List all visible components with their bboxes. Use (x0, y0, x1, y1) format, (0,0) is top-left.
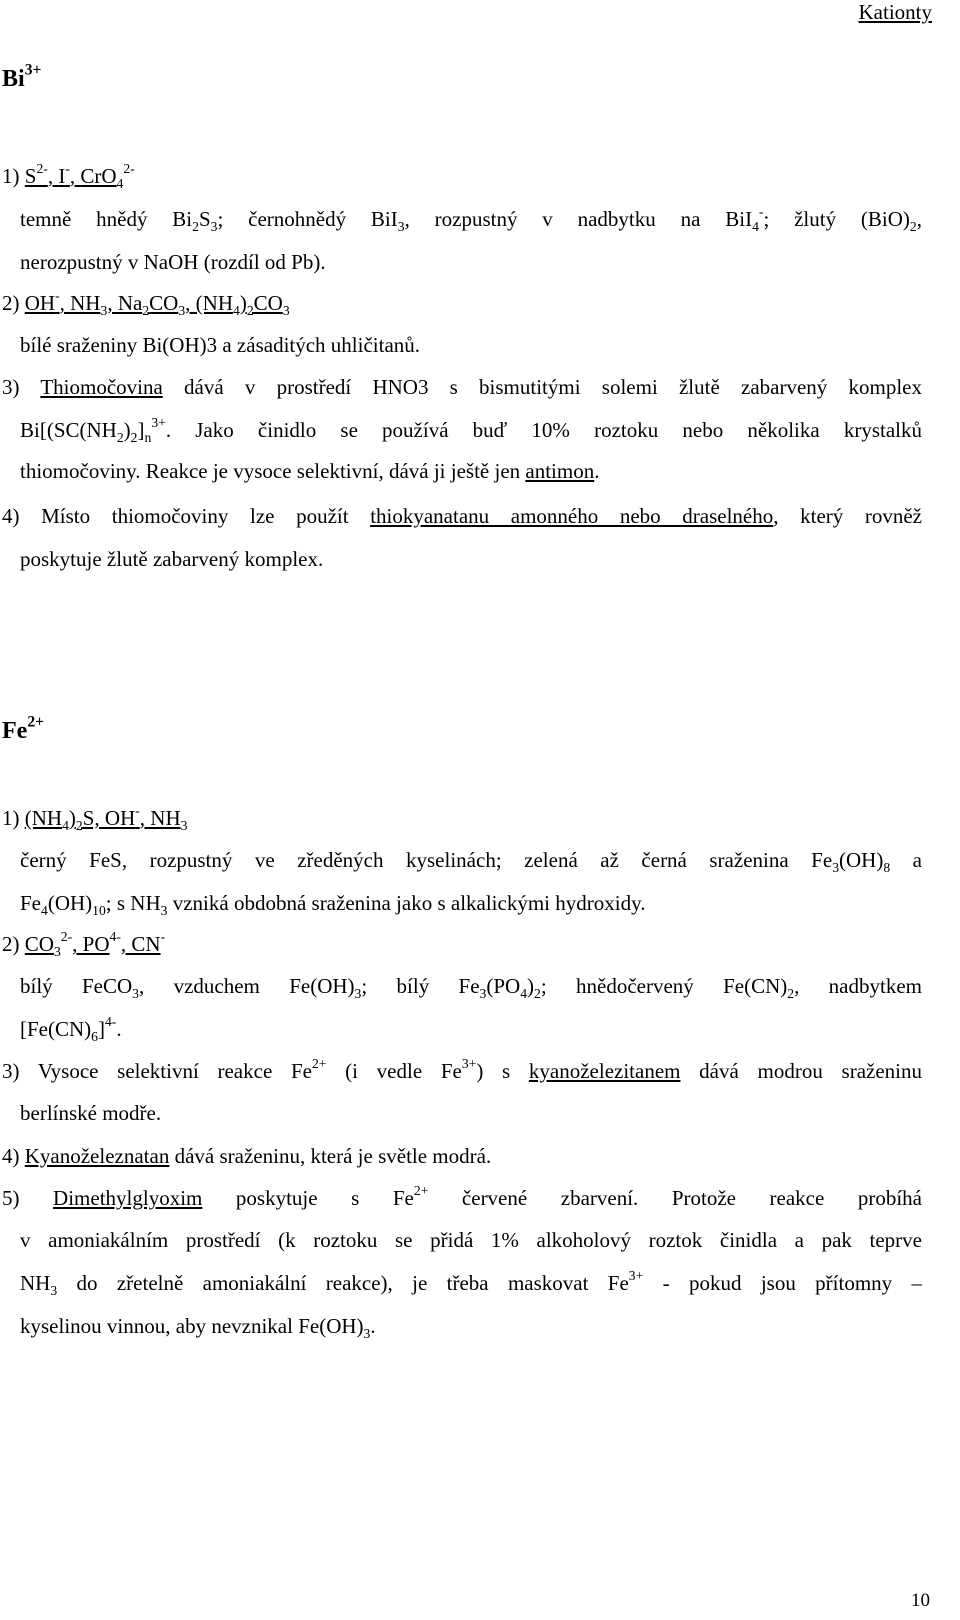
page-number: 10 (911, 1590, 930, 1611)
fe-reaction-1-line-2: $Fe_4(OH)_{10}$; s $NH_3$ vzniká obdobná sraženina jako s alkalickými hydroxidy. (20, 891, 646, 918)
fe-reaction-2-line-2: $[Fe(CN)_6]^{4-}$. (20, 1013, 122, 1044)
fe-reaction-4: 4) Kyanoželeznatan dává sraženinu, která je světle modrá. (2, 1144, 492, 1168)
reagent-list: OH-, $NH_3$, $Na_2CO_3$, $(NH_4)_2CO_3$ (24, 287, 290, 318)
fe-reaction-5-line-1: 5) Dimethylglyoxim poskytuje s $Fe^{2+}$ červené zbarvení. Protože reakce probíhá (2, 1182, 922, 1210)
bi-reaction-4-line-2: poskytuje žlutě zabarvený komplex. (20, 547, 324, 571)
fe-reaction-5-line-3: $NH_3$ do zřetelně amoniakální reakce), je třeba maskovat $Fe^{3+}$ - pokud jsou přítomny – (20, 1267, 923, 1298)
bi-reaction-3-line-2: $Bi[(SC(NH_2)_2]_n^{3+}$. Jako činidlo se používá buď 10% roztoku nebo několika krystalků (20, 414, 922, 445)
cation-heading-bi (2, 61, 42, 93)
reagent-link: kyanoželezitanem (528, 1059, 681, 1083)
antimon-link: antimon (525, 459, 595, 483)
cation-heading-fe (2, 713, 44, 745)
bi-reaction-3-line-3: thiomočoviny. Reakce je vysoce selektivní, dává ji ještě jen antimon. (20, 459, 600, 483)
reagent-link: Dimethylglyoxim (53, 1186, 203, 1210)
bi-reaction-3-line-1: 3) Thiomočovina dává v prostředí HNO3 s bismutitými solemi žlutě zabarvený komplex (2, 375, 922, 399)
fe-reaction-5-line-2: v amoniakálním prostředí (k roztoku se přidá 1% alkoholový roztok činidla a pak teprve (20, 1228, 922, 1252)
cation-charge: 2+ (27, 713, 44, 731)
fe-reaction-3-line-1: 3) Vysoce selektivní reakce $Fe^{2+}$ (i vedle $Fe^{3+}$) s kyanoželezitanem dává modrou sraženinu (2, 1055, 922, 1083)
bi-reaction-1-text: temně hnědý $Bi_2S_3$; černohnědý BiI$_3$, rozpustný v nadbytku na BiI$_4$-; žlutý $(BiO)_2$, (20, 203, 922, 234)
fe-reaction-1-reagents: 1) $(NH_4)_2S$, OH-, $NH_3$ (2, 802, 188, 833)
reagent-list: $S^{2-}$, I-, CrO$_4$ (24, 160, 124, 191)
bi-reaction-2-reagents: 2) OH-, $NH_3$, $Na_2CO_3$, $(NH_4)_2CO_3$ (2, 287, 290, 318)
reagent-list: $CO_3$ (24, 932, 61, 959)
bi-reaction-1-reagents: 1) $S^{2-}$, I-, CrO$_4^{2-}$ (2, 160, 135, 191)
fe-reaction-5-line-4: kyselinou vinnou, aby nevznikal $Fe(OH)_3$. (20, 1314, 376, 1341)
fe-reaction-2-line-1: bílý FeCO$_3$, vzduchem $Fe(OH)_3$; bílý $Fe_3(PO_4)_2$; hnědočervený $Fe(CN)_2$, nadbytkem (20, 974, 922, 1001)
reagent-link: Kyanoželeznatan (24, 1144, 170, 1168)
cation-symbol: Fe (2, 718, 28, 744)
fe-reaction-2-reagents: 2) $CO_3^{2-}$, $PO^{4-}$, CN- (2, 928, 166, 959)
cation-symbol: Bi (2, 66, 25, 92)
reagent-list: $(NH_4)_2S$, OH-, $NH_3$ (24, 802, 188, 833)
fe-reaction-1-line-1: černý FeS, rozpustný ve zředěných kyselinách; zelená až černá sraženina $Fe_3(OH)_8$ a (20, 848, 922, 875)
page-header-title: Kationty (858, 0, 932, 24)
fe-reaction-3-line-2: berlínské modře. (20, 1101, 162, 1125)
bi-reaction-2-text: bílé sraženiny Bi(OH)3 a zásaditých uhličitanů. (20, 333, 421, 357)
cation-charge: 3+ (24, 61, 42, 79)
bi-reaction-4-line-1: 4) Místo thiomočoviny lze použít thiokyanatanu amonného nebo draselného, který rovněž (2, 504, 922, 528)
reagent-link: Thiomočovina (40, 375, 163, 399)
reagent-link: thiokyanatanu amonného nebo draselného (370, 504, 774, 528)
bi-reaction-1-text-cont: nerozpustný v NaOH (rozdíl od Pb). (20, 250, 326, 274)
